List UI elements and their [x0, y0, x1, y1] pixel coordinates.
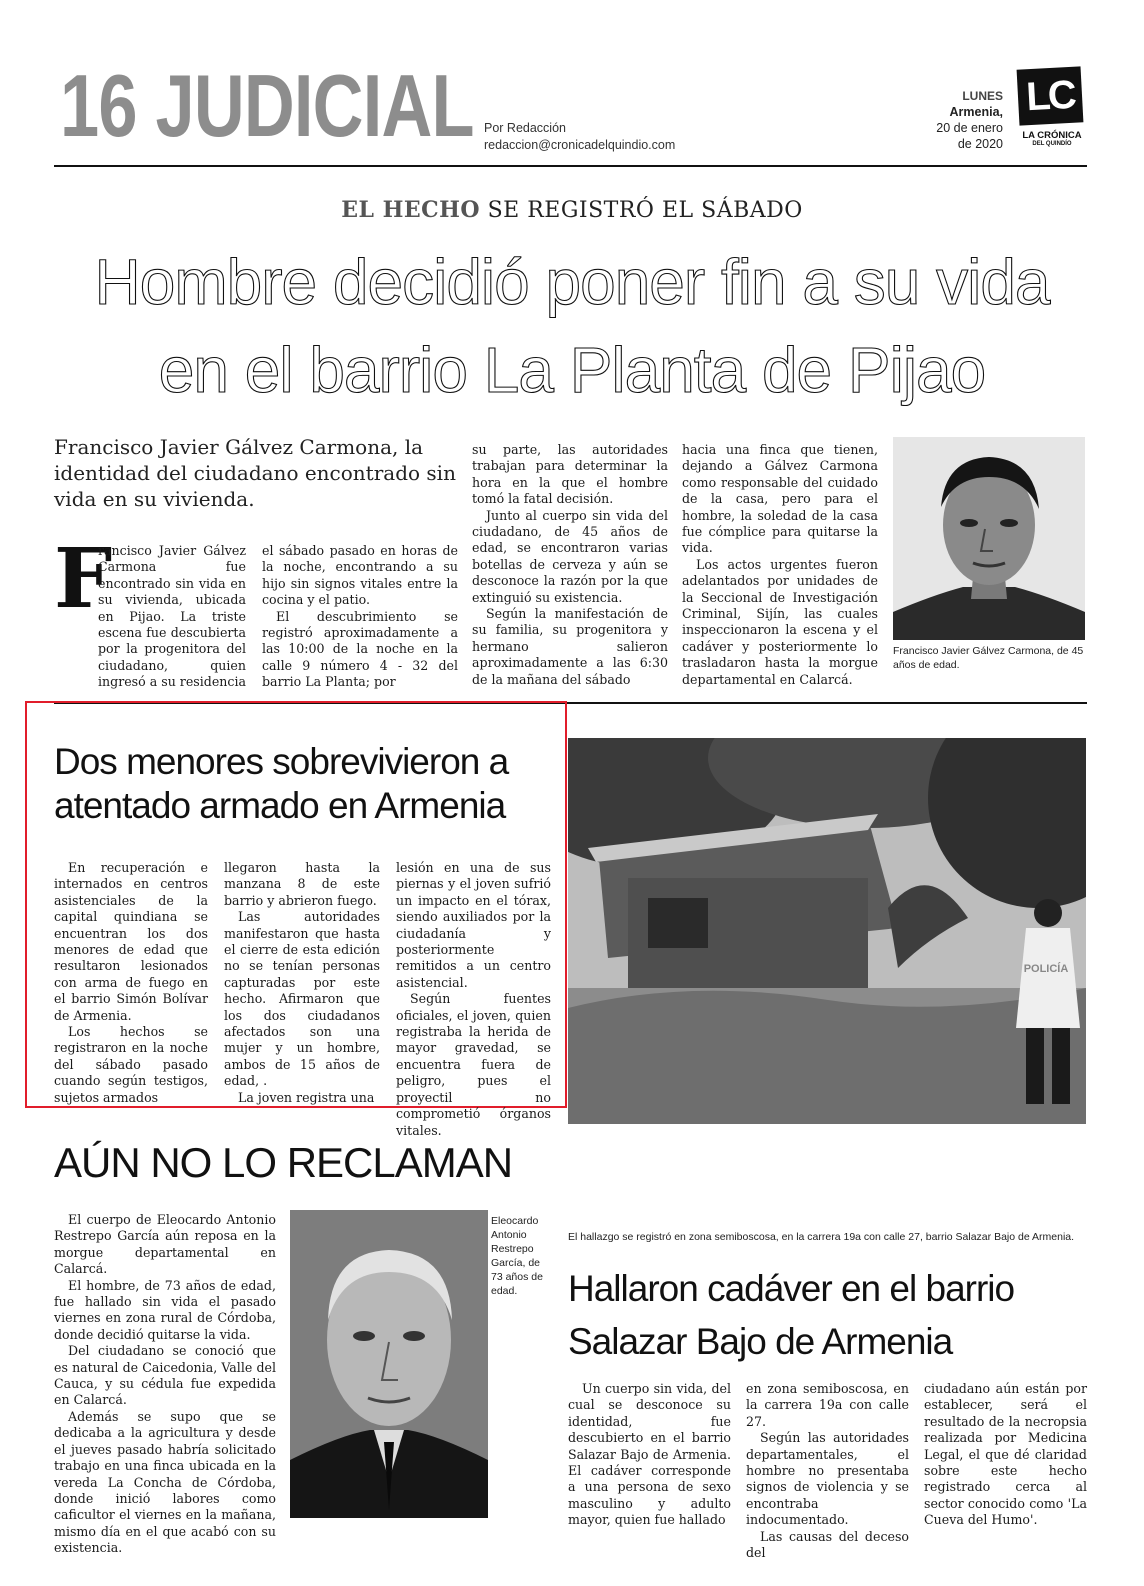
- story1-col1-p1: rancisco Javier Gálvez Carmona fue encontrado sin vida en su vivienda, ubicada en Pijao. La triste escena fue descubierta por la progenitora del ciudadano, quien ingresó a su residencia: [98, 543, 246, 690]
- story2-headline: [54, 740, 554, 828]
- kicker-bold: EL HECHO: [341, 197, 481, 223]
- weekday: LUNES: [962, 89, 1003, 103]
- story4-column-1: [568, 1381, 731, 1529]
- story1-portrait-photo: [893, 437, 1085, 640]
- story1-kicker: [0, 197, 1144, 223]
- story3-p2: El hombre, de 73 años de edad, fue hallado sin vida el pasado viernes en zona rural de Córdoba, donde decidió quitarse la vida.: [54, 1277, 276, 1342]
- header-rule: [54, 165, 1087, 167]
- story3-column: [54, 1212, 276, 1557]
- story4-column-3: [924, 1381, 1087, 1529]
- date-line-2: de 2020: [957, 137, 1003, 151]
- story4-column-2: [746, 1381, 909, 1561]
- story3-p4: Además se supo que se dedicaba a la agricultura y desde el jueves pasado habría solicitado trabajo en una finca ubicada en la vereda La Concha de Córdoba, donde inició labores como caficultor el viernes en la mañana, mismo día en el que acabó con su existencia.: [54, 1408, 276, 1556]
- story2-column-1: [54, 860, 208, 1106]
- story2-col1-p1: En recuperación e internados en centros asistenciales de la capital quindiana se encuentran los dos menores de edad que resultaron lesionados con arma de fuego en el barrio Simón Bolívar de Armenia.: [54, 860, 208, 1023]
- story1-photo-caption: Francisco Javier Gálvez Carmona, de 45 años de edad.: [893, 645, 1084, 671]
- city: Armenia,: [949, 105, 1003, 119]
- story1-summary: Francisco Javier Gálvez Carmona, la identidad del ciudadano encontrado sin vida en su vivienda.: [54, 435, 456, 511]
- story1-col2-p2: El descubrimiento se registró aproximadamente a las 10:00 de la noche en la calle 9 número 4 - 32 del barrio La Planta; por: [262, 608, 458, 690]
- story2-col1-p2: Los hechos se registraron en la noche del sábado pasado cuando según testigos, sujetos armados: [54, 1024, 208, 1105]
- kicker-rest: SE REGISTRÓ EL SÁBADO: [480, 198, 803, 223]
- story4-col2-p1: en zona semiboscosa, en la carrera 19a con calle 27.: [746, 1381, 909, 1429]
- story4-col1-p1: Un cuerpo sin vida, del cual se desconoce su identidad, fue descubierto en el barrio Salazar Bajo de Armenia. El cadáver corresponde a una persona de sexo masculino y adulto mayor, quien fue hallado: [568, 1381, 731, 1528]
- story2-col3-p2: Según fuentes oficiales, el joven, quien registraba la herida de mayor gravedad, se encuentra fuera de peligro, pues el proyectil no comprometió órganos vitales.: [396, 991, 551, 1138]
- story3-p3: Del ciudadano se conoció que es natural de Caicedonia, Valle del Cauca, y su cédula fue expedida en Calarcá.: [54, 1343, 276, 1408]
- story1-col4-p2: Los actos urgentes fueron adelantados por unidades de la Seccional de Investigación Criminal, Sijín, las cuales inspeccionaron la escena y el cadáver y posteriormente lo trasladaron hasta la morgue departamental en Calarcá.: [682, 556, 878, 687]
- logo-subtitle: DEL QUINDÍO: [1032, 141, 1072, 147]
- story1-dropcap: F: [54, 531, 113, 627]
- story1-headline-line-2: en el barrio La Planta de Pijao: [158, 334, 986, 406]
- police-vest-text: POLICÍA: [1023, 963, 1069, 975]
- story1-col3-p3: Según la manifestación de su familia, su progenitora y hermano salieron aproximadamente a las 6:30 de la mañana del sábado: [472, 606, 668, 687]
- story4-headline-line-2: Salazar Bajo de Armenia: [568, 1321, 953, 1362]
- story4-headline: [568, 1262, 1088, 1368]
- story3-headline: AÚN NO LO RECLAMAN: [54, 1139, 513, 1186]
- story4-photo-caption: El hallazgo se registró en zona semiboscosa, en la carrera 19a con calle 27, barrio Salazar Bajo de Armenia.: [568, 1231, 1075, 1243]
- newspaper-logo: [1018, 68, 1086, 147]
- story2-column-3: [396, 860, 551, 1139]
- logo-name: LA CRÓNICA: [1022, 130, 1082, 141]
- story1-column-3: [472, 442, 668, 688]
- story2-col3-p1: lesión en una de sus piernas y el joven sufrió un impacto en el tórax, siendo auxiliados por la ciudadanía y posteriormente remitidos a un centro asistencial.: [396, 860, 551, 990]
- story1-column-1: [54, 543, 246, 691]
- story3-portrait-photo: [290, 1210, 488, 1518]
- story1-headline: [40, 238, 1104, 414]
- date-block: [900, 88, 1003, 152]
- story1-col4-p1: hacia una finca que tienen, dejando a Gálvez Carmona como responsable del cuidado de la casa, pero para el hombre, la soledad de la casa fue cómplice para quitarse la vida.: [682, 442, 878, 556]
- story2-col2-p3: La joven registra una: [238, 1089, 375, 1105]
- story1-column-4: [682, 442, 878, 688]
- story4-col2-p3: Las causas del deceso del: [746, 1528, 909, 1561]
- story4-col2-p2: Según las autoridades departamentales, el hombre no presentaba signos de violencia y se encontraba indocumentado.: [746, 1430, 909, 1528]
- section-title: 16 JUDICIAL: [60, 56, 474, 155]
- story1-headline-line-1: Hombre decidió poner fin a su vida: [94, 246, 1050, 318]
- byline-author: Por Redacción: [484, 121, 566, 135]
- story4-col3-p1: ciudadano aún están por establecer, será el resultado de la necropsia realizada por Medicina Legal, el que dé claridad sobre este hecho registrado cerca al sector conocido como 'La Cueva del Humo'.: [924, 1381, 1087, 1528]
- story3-photo-caption: Eleocardo Antonio Restrepo García, de 73 años de edad.: [491, 1215, 543, 1297]
- byline-email[interactable]: redaccion@cronicadelquindio.com: [484, 138, 676, 152]
- story2-col2-p2: Las autoridades manifestaron que hasta el cierre de esta edición no se tenían personas capturadas por este hecho. Afirmaron que los dos ciudadanos afectados son una mujer y un hombre, ambos de 15 años de edad, .: [224, 909, 380, 1089]
- byline: [484, 120, 675, 154]
- story1-col2-p1: el sábado pasado en horas de la noche, encontrando a su hijo sin signos vitales entre la cocina y el patio.: [262, 543, 458, 608]
- date-line-1: 20 de enero: [936, 121, 1003, 135]
- story1-col3-p2: Junto al cuerpo sin vida del ciudadano, de 45 años de edad, se encontraron varias botellas de cerveza y aún se desconoce la razón por la que extinguió su existencia.: [472, 507, 668, 605]
- story4-scene-photo: [568, 738, 1086, 1124]
- story2-col2-p1: llegaron hasta la manzana 8 de este barrio y abrieron fuego.: [224, 860, 380, 908]
- story1-column-2: [262, 543, 458, 691]
- story3-p1: El cuerpo de Eleocardo Antonio Restrepo García aún reposa en la morgue departamental en Calarcá.: [54, 1212, 276, 1277]
- story2-headline-line-2: atentado armado en Armenia: [54, 785, 506, 826]
- elderly-portrait-illustration: [290, 1210, 488, 1518]
- story1-col3-p1: su parte, las autoridades trabajan para determinar la hora en la que el hombre tomó la fatal decisión.: [472, 442, 668, 507]
- story2-headline-line-1: Dos menores sobrevivieron a: [54, 741, 509, 782]
- crime-scene-illustration: [568, 738, 1086, 1124]
- portrait-illustration: [893, 437, 1085, 640]
- logo-mark: LC: [1017, 66, 1084, 125]
- story4-headline-line-1: Hallaron cadáver en el barrio: [568, 1268, 1015, 1309]
- story2-column-2: [224, 860, 380, 1106]
